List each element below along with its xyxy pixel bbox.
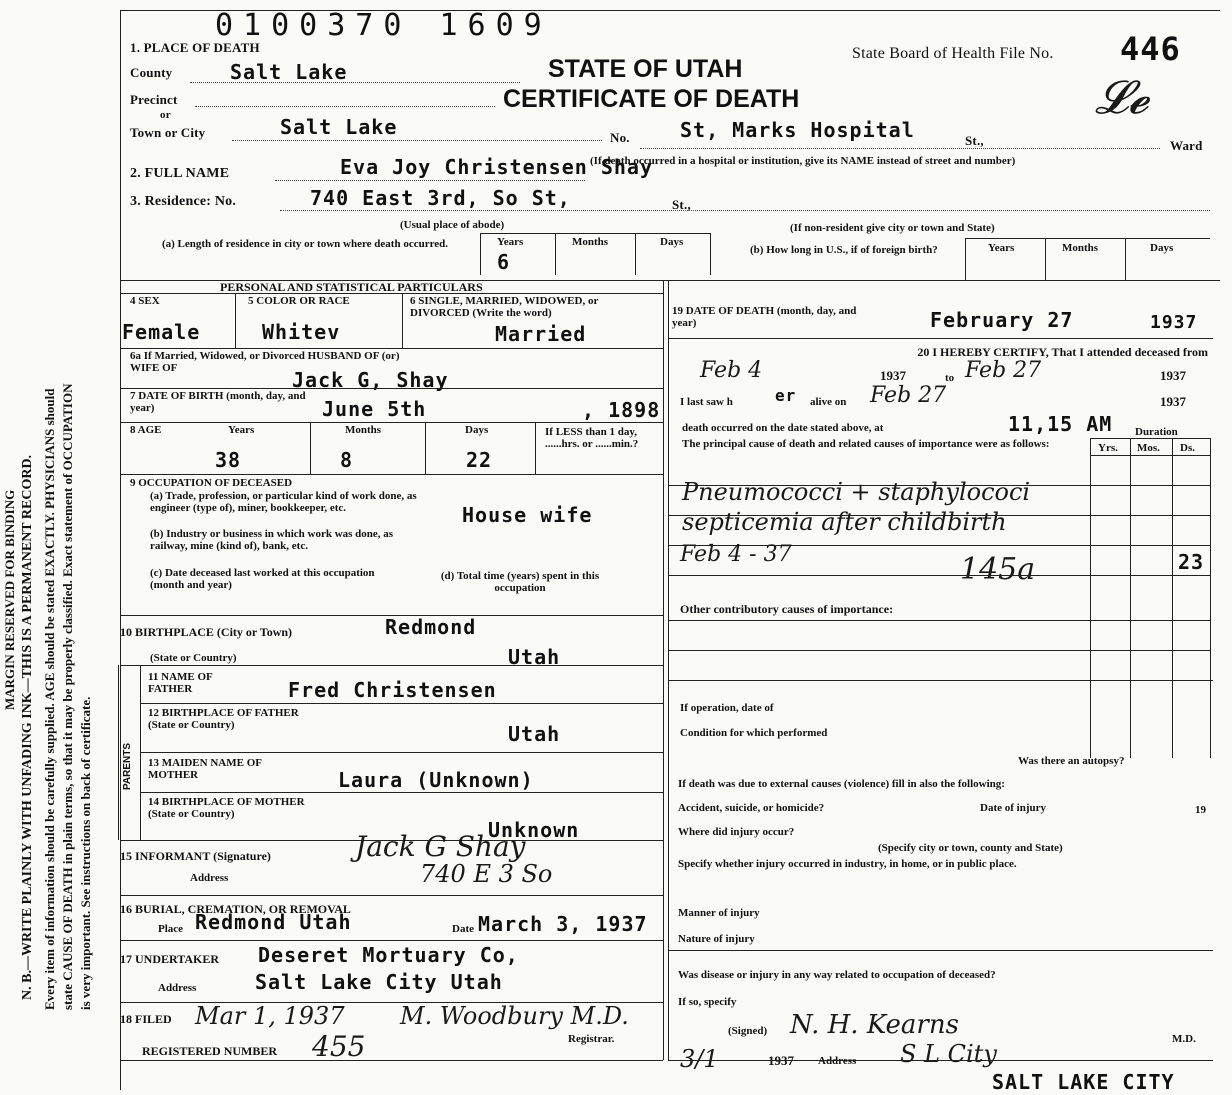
full-name-value: Eva Joy Christensen Shay <box>340 155 653 179</box>
attended-to-value: Feb 27 <box>965 358 1042 383</box>
age-months-header: Months <box>345 424 382 436</box>
filed-label: 18 FILED <box>120 1012 172 1026</box>
color-label: 5 COLOR OR RACE <box>248 295 350 307</box>
where-injury-note: (Specify city or town, county and State) <box>878 842 1063 854</box>
father-value: Fred Christensen <box>288 678 497 702</box>
or-label: or <box>160 109 171 121</box>
registered-number-value: 455 <box>312 1030 366 1063</box>
age-less-label: If LESS than 1 day, ......hrs. or ......min.? <box>545 426 639 450</box>
age-years-header: Years <box>228 424 255 436</box>
dob-year-value: , 1898 <box>582 398 661 422</box>
date-of-death-year: 1937 <box>1150 312 1198 333</box>
place-of-death-label: 1. PLACE OF DEATH <box>130 40 260 55</box>
margin-binding-note: MARGIN RESERVED FOR BINDING <box>2 489 17 710</box>
undertaker-address-label: Address <box>158 982 197 994</box>
cause-label: The principal cause of death and related causes of importance were as follows: <box>682 438 1050 450</box>
accident-label: Accident, suicide, or homicide? <box>678 802 825 814</box>
condition-label: Condition for which performed <box>680 727 828 739</box>
informant-address-value: 740 E 3 So <box>420 860 553 888</box>
registered-number-label: REGISTERED NUMBER <box>142 1044 278 1058</box>
hospital-value: St, Marks Hospital <box>680 118 915 142</box>
county-value: Salt Lake <box>230 60 348 84</box>
foreign-days-header: Days <box>1150 242 1174 254</box>
cause-line-2: septicemia after childbirth <box>682 508 1007 536</box>
burial-place-label: Place <box>158 923 184 935</box>
duration-mos-header: Mos. <box>1137 442 1160 454</box>
cause-line-3: Feb 4 - 37 <box>680 542 792 567</box>
last-saw-year: 1937 <box>1160 394 1186 409</box>
attended-from-year: 1937 <box>880 368 906 383</box>
death-time-value: 11,15 AM <box>1008 412 1113 436</box>
cause-line-1: Pneumococci + staphylococi <box>682 478 1031 506</box>
duration-yrs-header: Yrs. <box>1098 442 1118 454</box>
physician-address-label: Address <box>818 1055 857 1067</box>
file-number-value: 446 <box>1120 30 1181 68</box>
md-label: M.D. <box>1172 1033 1196 1045</box>
undertaker-value: Deseret Mortuary Co, <box>258 943 519 967</box>
dob-label: 7 DATE OF BIRTH (month, day, and year) <box>130 390 306 414</box>
last-saw-date: Feb 27 <box>870 383 947 408</box>
town-label: Town or City <box>130 125 206 140</box>
father-label: 11 NAME OF FATHER <box>148 671 213 695</box>
operation-label: If operation, date of <box>680 702 774 714</box>
physician-address-value: S L City <box>900 1040 997 1068</box>
signed-year-value: 1937 <box>768 1053 794 1068</box>
no-label: No. <box>610 130 630 145</box>
attended-to-label: to <box>945 372 955 384</box>
informant-address-label: Address <box>190 872 229 884</box>
burial-date-value: March 3, 1937 <box>478 912 648 936</box>
nature-injury-label: Nature of injury <box>678 933 755 945</box>
length-years-header: Years <box>497 236 524 248</box>
sex-label: 4 SEX <box>130 295 160 307</box>
father-birthplace-value: Utah <box>508 722 561 746</box>
contributory-label: Other contributory causes of importance: <box>680 602 894 616</box>
county-label: County <box>130 65 173 80</box>
official-initials: 𝓛𝓮 <box>1095 70 1149 124</box>
signed-label: (Signed) <box>728 1025 768 1037</box>
occupation-label: 9 OCCUPATION OF DECEASED <box>130 477 293 489</box>
marital-value: Married <box>495 322 587 346</box>
alive-on-label: alive on <box>810 396 847 408</box>
filed-value: Mar 1, 1937 <box>195 1002 345 1030</box>
st-label: St., <box>965 133 984 148</box>
registrar-label: Registrar. <box>568 1033 615 1045</box>
spouse-value: Jack G, Shay <box>292 368 449 392</box>
certificate-title: CERTIFICATE OF DEATH <box>503 85 800 113</box>
mother-value: Laura (Unknown) <box>338 768 534 792</box>
age-days-value: 22 <box>466 448 493 472</box>
margin-instructions-2: state CAUSE OF DEATH in plain terms, so that it may be properly classified. Exact statement of OCCUPATION <box>60 383 75 1010</box>
informant-label: 15 INFORMANT (Signature) <box>120 849 271 863</box>
city-stamp: SALT LAKE CITY <box>992 1070 1175 1094</box>
duration-ds-header: Ds. <box>1180 442 1195 454</box>
occupation-related-label: Was disease or injury in any way related to occupation of deceased? <box>678 969 996 981</box>
occupation-a-label: (a) Trade, profession, or particular kind of work done, as engineer (type of), miner, bookkeeper, etc. <box>150 490 417 514</box>
informant-signature: Jack G Shay <box>355 830 526 863</box>
autopsy-label: Was there an autopsy? <box>1018 755 1125 767</box>
death-occurred-label: death occurred on the date stated above, at <box>682 422 884 434</box>
foreign-months-header: Months <box>1062 242 1099 254</box>
serial-number: 0100370 1609 <box>215 8 552 43</box>
dob-value: June 5th <box>322 397 427 421</box>
length-years-value: 6 <box>497 250 511 274</box>
personal-heading: PERSONAL AND STATISTICAL PARTICULARS <box>220 280 483 294</box>
occupation-c-label: (c) Date deceased last worked at this occupation (month and year) <box>150 567 375 591</box>
occupation-value: House wife <box>462 503 593 527</box>
file-number-label: State Board of Health File No. <box>852 45 1054 62</box>
length-days-header: Days <box>660 236 684 248</box>
mother-birthplace-label: 14 BIRTHPLACE OF MOTHER (State or Country) <box>148 796 305 820</box>
burial-place-value: Redmond Utah <box>195 910 352 934</box>
specify-injury-label: Specify whether injury occurred in industry, in home, or in public place. <box>678 858 1017 870</box>
last-saw-pronoun: er <box>775 386 797 405</box>
age-years-value: 38 <box>215 448 242 472</box>
length-residence-label: (a) Length of residence in city or town where death occurred. <box>161 238 449 250</box>
occupation-d-label: (d) Total time (years) spent in this occupation <box>440 570 600 594</box>
last-saw-label: I last saw h <box>680 396 733 408</box>
registrar-signature: M. Woodbury M.D. <box>400 1002 629 1030</box>
signed-date-value: 3/1 <box>680 1045 719 1073</box>
burial-label: 16 BURIAL, CREMATION, OR REMOVAL <box>120 902 351 916</box>
undertaker-address-value: Salt Lake City Utah <box>255 970 503 994</box>
where-injury-label: Where did injury occur? <box>678 826 795 838</box>
hospital-note: (If death occurred in a hospital or institution, give its NAME instead of street and number) <box>590 155 1016 167</box>
undertaker-label: 17 UNDERTAKER <box>120 952 220 966</box>
residence-st-label: St., <box>672 197 691 212</box>
duration-label: Duration <box>1135 426 1178 438</box>
residence-label: 3. Residence: No. <box>130 194 237 209</box>
foreign-birth-label: (b) How long in U.S., if of foreign birth? <box>750 244 938 256</box>
age-months-value: 8 <box>340 448 354 472</box>
external-causes-label: If death was due to external causes (violence) fill in also the following: <box>678 778 1005 790</box>
sex-value: Female <box>122 320 201 344</box>
occupation-b-label: (b) Industry or business in which work was done, as railway, mine (kind of), bank, etc. <box>150 528 394 552</box>
mother-label: 13 MAIDEN NAME OF MOTHER <box>148 757 262 781</box>
birthplace-state-label: (State or Country) <box>150 652 237 664</box>
usual-abode-label: (Usual place of abode) <box>400 219 505 231</box>
residence-value: 740 East 3rd, So St, <box>310 186 571 210</box>
duration-days-value: 23 <box>1178 550 1205 574</box>
birthplace-label: 10 BIRTHPLACE (City or Town) <box>120 625 293 639</box>
father-birthplace-label: 12 BIRTHPLACE OF FATHER (State or Country) <box>148 707 299 731</box>
attended-from-value: Feb 4 <box>700 358 763 383</box>
precinct-label: Precinct <box>130 92 178 107</box>
if-so-specify-label: If so, specify <box>678 996 737 1008</box>
marital-label: 6 SINGLE, MARRIED, WIDOWED, or DIVORCED (Write the word) <box>410 295 599 319</box>
ward-label: Ward <box>1170 138 1203 153</box>
date-of-death-value: February 27 <box>930 308 1074 332</box>
physician-signature: N. H. Kearns <box>790 1010 959 1040</box>
certify-label: 20 I HEREBY CERTIFY, That I attended deceased from <box>917 345 1208 359</box>
non-resident-label: (If non-resident give city or town and State) <box>790 222 995 234</box>
burial-date-label: Date <box>452 923 474 935</box>
foreign-years-header: Years <box>988 242 1015 254</box>
margin-instructions-1: Every item of information should be carefully supplied. AGE should be stated EXACTLY. PHYSICIANS should <box>42 388 57 1010</box>
age-days-header: Days <box>465 424 489 436</box>
color-value: Whitev <box>262 320 341 344</box>
birthplace-city-value: Redmond <box>385 615 477 639</box>
spouse-label: 6a If Married, Widowed, or Divorced HUSBAND OF (or) WIFE OF <box>130 350 400 374</box>
state-title: STATE OF UTAH <box>548 55 743 83</box>
birthplace-state-value: Utah <box>508 645 561 669</box>
injury-date-label: Date of injury <box>980 802 1046 814</box>
margin-nb-note: N. B.—WRITE PLAINLY WITH UNFADING INK—THIS IS A PERMANENT RECORD. <box>20 454 35 1000</box>
injury-year-prefix: 19 <box>1195 804 1206 816</box>
length-months-header: Months <box>572 236 609 248</box>
parents-label: PARENTS <box>122 742 133 790</box>
town-value: Salt Lake <box>280 115 398 139</box>
mother-birthplace-value: Unknown <box>488 818 580 842</box>
manner-injury-label: Manner of injury <box>678 907 760 919</box>
date-of-death-label: 19 DATE OF DEATH (month, day, and year) <box>672 305 857 329</box>
attended-to-year: 1937 <box>1160 368 1186 383</box>
full-name-label: 2. FULL NAME <box>130 166 230 181</box>
margin-instructions-3: is very important. See instructions on back of certificate. <box>78 696 93 1010</box>
age-label: 8 AGE <box>130 424 162 436</box>
cause-code: 145a <box>960 552 1036 587</box>
